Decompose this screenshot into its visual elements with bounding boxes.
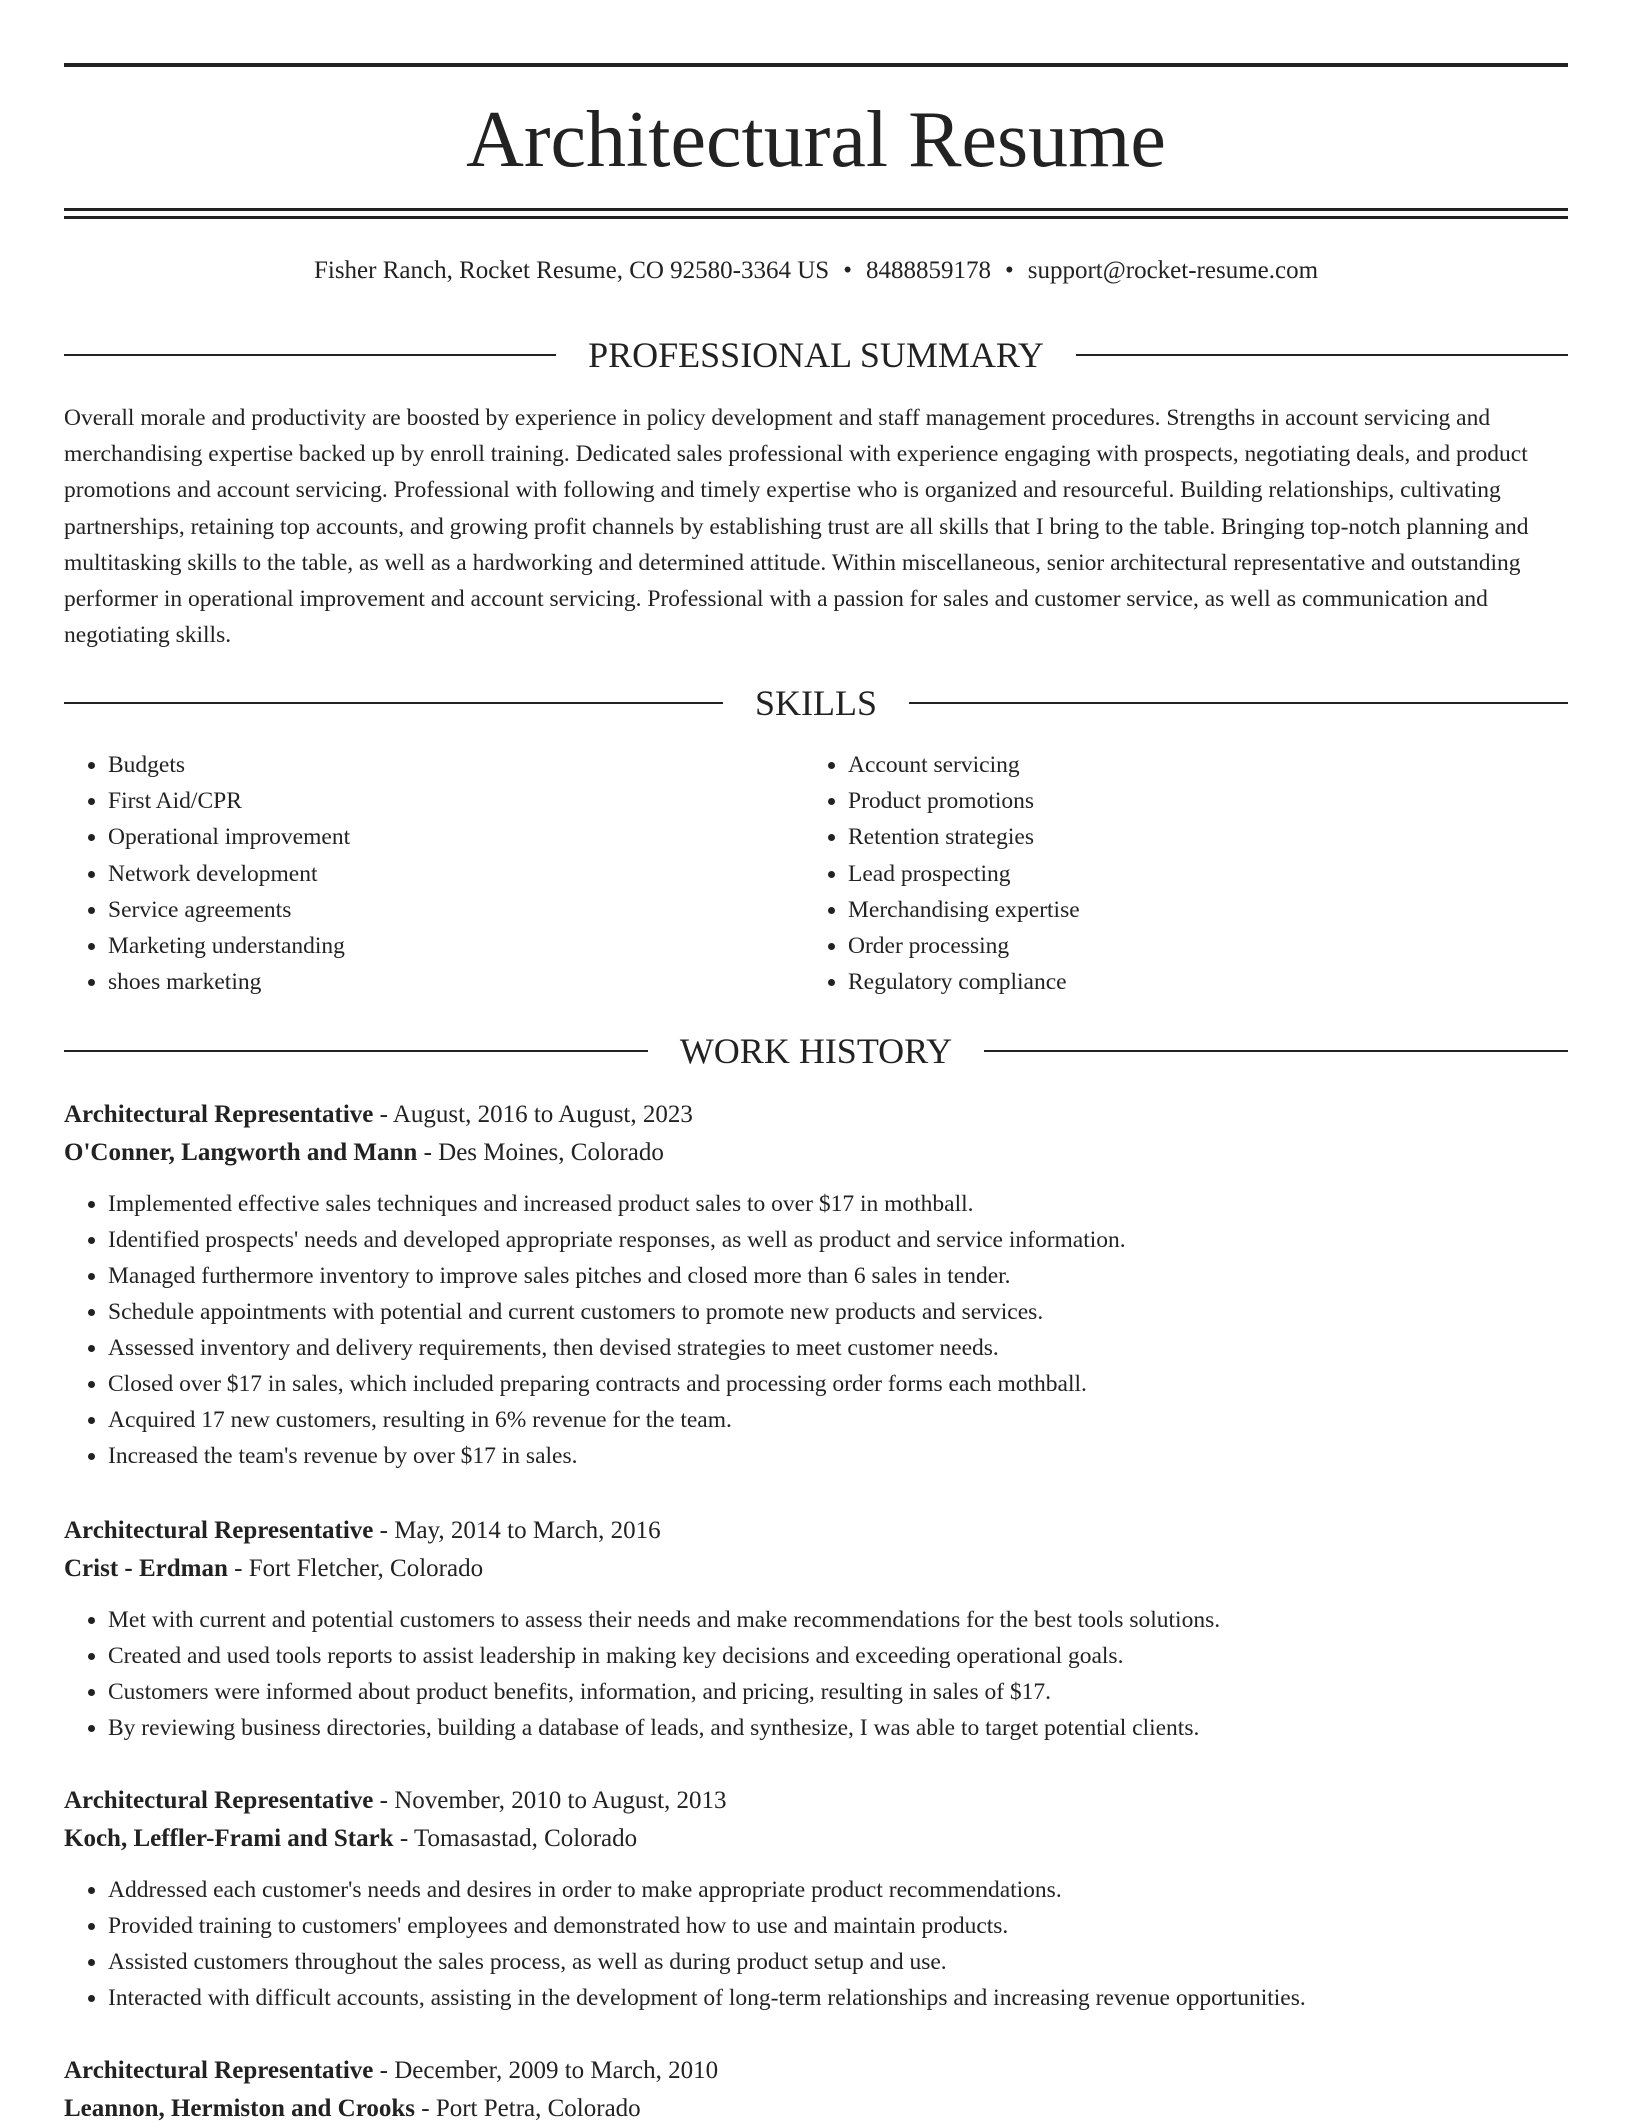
- job-bullet: • Identified prospects' needs and developed appropriate responses, as well as product and service information.: [108, 1222, 1568, 1258]
- summary-text: Overall morale and productivity are boosted by experience in policy development and staff management procedures. Strengths in account servicing and merchandising expertise backed up by enroll training. Dedicated sales professional with experience engaging with prospects, negotiating deals, and product promotions and account servicing. Professional with following and timely expertise who is organized and resourceful. Building relationships, cultivating partnerships, retaining top accounts, and growing profit channels by establishing trust are all skills that I bring to the table. Bringing top-notch planning and multitasking skills to the table, as well as a hardworking and determined attitude. Within miscellaneous, senior architectural representative and outstanding performer in operational improvement and account servicing. Professional with a passion for sales and customer service, as well as communication and negotiating skills.: [64, 405, 1529, 649]
- job-bullet: • Assisted customers throughout the sales process, as well as during product setup and use.: [108, 1944, 1568, 1980]
- contact-separator: •: [1004, 257, 1014, 284]
- title-rule-lower: [64, 216, 1568, 219]
- skill-item: • Service agreements: [108, 892, 762, 928]
- skill-item: • Retention strategies: [848, 819, 1568, 855]
- job-bullet: • Schedule appointments with potential and current customers to promote new products and services.: [108, 1294, 1568, 1330]
- skill-item: • Regulatory compliance: [848, 964, 1568, 1000]
- section-heading-skills: [64, 681, 1568, 725]
- job-bullet: • Met with current and potential customers to assess their needs and make recommendations for the best tools solutions.: [108, 1602, 1568, 1638]
- job-bullet: • Interacted with difficult accounts, assisting in the development of long-term relationships and increasing revenue opportunities.: [108, 1980, 1568, 2016]
- skill-item: • Product promotions: [848, 783, 1568, 819]
- skills-column-right: [762, 747, 1568, 1000]
- job-bullet: • Acquired 17 new customers, resulting in 6% revenue for the team.: [108, 1402, 1568, 1438]
- job-bullet: • Implemented effective sales techniques and increased product sales to over $17 in mothball.: [108, 1186, 1568, 1222]
- contact-separator: •: [843, 257, 852, 284]
- job-location: - Port Petra, Colorado: [415, 2095, 641, 2122]
- skill-item: • Account servicing: [848, 747, 1568, 783]
- section-heading-summary: [64, 333, 1568, 377]
- job-entry: [64, 1096, 1568, 1474]
- skill-item: • shoes marketing: [108, 964, 762, 1000]
- job-company: Koch, Leffler-Frami and Stark: [64, 1825, 394, 1852]
- job-bullet: • Closed over $17 in sales, which included preparing contracts and processing order forms each mothball.: [108, 1366, 1568, 1402]
- job-title: Architectural Representative: [64, 1787, 374, 1814]
- job-bullet: • Provided training to customers' employees and demonstrated how to use and maintain products.: [108, 1908, 1568, 1944]
- top-rule: [64, 63, 1568, 67]
- job-title: Architectural Representative: [64, 1101, 374, 1128]
- heading-rule: [909, 702, 1568, 704]
- heading-rule: [64, 1050, 648, 1052]
- job-bullet: • Managed furthermore inventory to improve sales pitches and closed more than 6 sales in tender.: [108, 1258, 1568, 1294]
- job-title-line: [64, 1782, 1568, 1820]
- section-title: PROFESSIONAL SUMMARY: [588, 335, 1044, 375]
- job-company-line: [64, 1820, 1568, 1858]
- job-dates: - November, 2010 to August, 2013: [373, 1787, 727, 1814]
- skill-item: • Operational improvement: [108, 819, 762, 855]
- skill-item: • Marketing understanding: [108, 928, 762, 964]
- job-bullet: • By reviewing business directories, building a database of leads, and synthesize, I was able to target potential clients.: [108, 1710, 1568, 1746]
- job-title-line: [64, 1096, 1568, 1134]
- job-dates: - December, 2009 to March, 2010: [373, 2057, 719, 2084]
- resume-title: Architectural Resume: [466, 96, 1166, 184]
- job-company: Crist - Erdman: [64, 1555, 228, 1582]
- job-location: - Tomasastad, Colorado: [393, 1825, 638, 1852]
- job-dates: - August, 2016 to August, 2023: [373, 1101, 693, 1128]
- job-location: - Fort Fletcher, Colorado: [227, 1555, 484, 1582]
- skill-item: • Order processing: [848, 928, 1568, 964]
- job-title-line: [64, 1512, 1568, 1550]
- heading-rule: [984, 1050, 1568, 1052]
- job-company-line: [64, 1134, 1568, 1172]
- skill-item: • First Aid/CPR: [108, 783, 762, 819]
- contact-line: [64, 254, 1568, 288]
- job-bullet: • Assessed inventory and delivery requirements, then devised strategies to meet customer needs.: [108, 1330, 1568, 1366]
- job-bullets: [64, 1602, 1568, 1746]
- job-bullets: [64, 1186, 1568, 1474]
- section-title: SKILLS: [755, 683, 878, 723]
- job-title: Architectural Representative: [64, 1517, 374, 1544]
- title-rule-upper: [64, 208, 1568, 211]
- skills-list: [64, 747, 1568, 1000]
- contact-address: Fisher Ranch, Rocket Resume, CO 92580-3364 US: [313, 257, 830, 284]
- skill-item: • Lead prospecting: [848, 856, 1568, 892]
- job-entry: [64, 1512, 1568, 1746]
- job-entry: [64, 1782, 1568, 2016]
- skills-column-left: [64, 747, 762, 1000]
- job-bullet: • Customers were informed about product benefits, information, and pricing, resulting in sales of $17.: [108, 1674, 1568, 1710]
- job-bullet: • Increased the team's revenue by over $17 in sales.: [108, 1438, 1568, 1474]
- heading-rule: [64, 354, 556, 356]
- skill-item: • Budgets: [108, 747, 762, 783]
- job-dates: - May, 2014 to March, 2016: [373, 1517, 661, 1544]
- section-heading-work: [64, 1029, 1568, 1073]
- job-company-line: [64, 2090, 1568, 2128]
- contact-phone: 8488859178: [865, 257, 991, 284]
- skill-item: • Merchandising expertise: [848, 892, 1568, 928]
- contact-email: support@rocket-resume.com: [1027, 257, 1319, 284]
- job-title: Architectural Representative: [64, 2057, 374, 2084]
- job-title-line: [64, 2052, 1568, 2090]
- heading-rule: [1076, 354, 1568, 356]
- job-company: Leannon, Hermiston and Crooks: [64, 2095, 415, 2122]
- job-bullet: • Created and used tools reports to assist leadership in making key decisions and exceeding operational goals.: [108, 1638, 1568, 1674]
- job-company: O'Conner, Langworth and Mann: [64, 1139, 418, 1166]
- section-title: WORK HISTORY: [679, 1031, 953, 1071]
- job-bullets: [64, 1872, 1568, 2016]
- job-entry: [64, 2052, 1568, 2128]
- job-bullet: • Addressed each customer's needs and desires in order to make appropriate product recommendations.: [108, 1872, 1568, 1908]
- job-company-line: [64, 1550, 1568, 1588]
- skill-item: • Network development: [108, 856, 762, 892]
- heading-rule: [64, 702, 723, 704]
- job-location: - Des Moines, Colorado: [417, 1139, 664, 1166]
